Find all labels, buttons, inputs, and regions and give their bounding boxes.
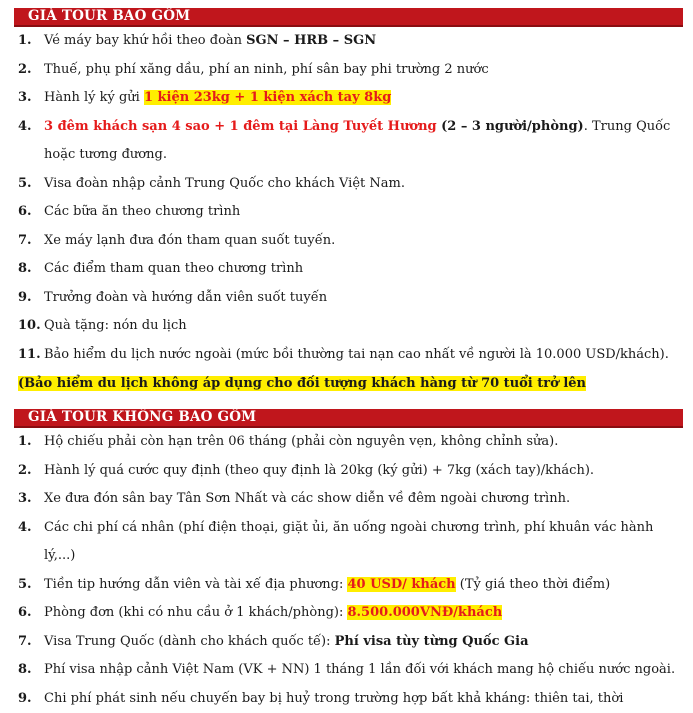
- item-number: 4.: [18, 113, 32, 142]
- highlighted-text: 40 USD/ khách: [347, 577, 455, 592]
- item-number: 7.: [18, 628, 32, 657]
- item-number: 6.: [18, 198, 32, 227]
- list-item: 1. Hộ chiếu phải còn hạn trên 06 tháng (phải còn nguyên vẹn, không chỉnh sửa).: [14, 428, 683, 457]
- list-item: 6. Phòng đơn (khi có nhu cầu ở 1 khách/phòng): 8.500.000VNĐ/khách: [14, 599, 683, 628]
- insurance-note: (Bảo hiểm du lịch không áp dụng cho đối tượng khách hàng từ 70 tuổi trở lên: [14, 369, 683, 399]
- list-item: 9. Trưởng đoàn và hướng dẫn viên suốt tuyến: [14, 284, 683, 313]
- list-item: 7. Xe máy lạnh đưa đón tham quan suốt tuyến.: [14, 227, 683, 256]
- highlighted-text: 8.500.000VNĐ/khách: [347, 605, 502, 620]
- item-number: 9.: [18, 685, 32, 713]
- item-number: 6.: [18, 599, 32, 628]
- highlighted-text: 1 kiện 23kg + 1 kiện xách tay 8kg: [144, 90, 391, 105]
- list-item: 10. Quà tặng: nón du lịch: [14, 312, 683, 341]
- item-number: 10.: [18, 312, 41, 341]
- list-item: 5. Visa đoàn nhập cảnh Trung Quốc cho khách Việt Nam.: [14, 170, 683, 199]
- item-number: 5.: [18, 170, 32, 199]
- item-number: 7.: [18, 227, 32, 256]
- list-item: 9. Chi phí phát sinh nếu chuyến bay bị huỷ trong trường hợp bất khả kháng: thiên tai, thời: [14, 685, 683, 713]
- item-number: 4.: [18, 514, 32, 543]
- list-item: 5. Tiền tip hướng dẫn viên và tài xế địa phương: 40 USD/ khách (Tỷ giá theo thời điểm): [14, 571, 683, 600]
- list-item: 8. Các điểm tham quan theo chương trình: [14, 255, 683, 284]
- list-item: 4. Các chi phí cá nhân (phí điện thoại, giặt ủi, ăn uống ngoài chương trình, phí khuân vác hành lý,...): [14, 514, 683, 571]
- item-number: 2.: [18, 457, 32, 486]
- list-item: 3. Hành lý ký gửi 1 kiện 23kg + 1 kiện xách tay 8kg: [14, 84, 683, 113]
- item-number: 3.: [18, 84, 32, 113]
- included-list: [14, 27, 683, 369]
- item-number: 3.: [18, 485, 32, 514]
- included-section-header: GIÁ TOUR BAO GỒM: [14, 8, 683, 27]
- item-number: 1.: [18, 27, 32, 56]
- item-number: 5.: [18, 571, 32, 600]
- list-item: 1. Vé máy bay khứ hồi theo đoàn SGN – HRB – SGN: [14, 27, 683, 56]
- excluded-list: [14, 428, 683, 713]
- list-item: 4. 3 đêm khách sạn 4 sao + 1 đêm tại Làng Tuyết Hương (2 – 3 người/phòng). Trung Quốc hoặc tương đương.: [14, 113, 683, 170]
- excluded-section-header: GIÁ TOUR KHÔNG BAO GỒM: [14, 409, 683, 428]
- item-number: 11.: [18, 341, 41, 370]
- list-item: 2. Thuế, phụ phí xăng dầu, phí an ninh, phí sân bay phi trường 2 nước: [14, 56, 683, 85]
- list-item: 7. Visa Trung Quốc (dành cho khách quốc tế): Phí visa tùy từng Quốc Gia: [14, 628, 683, 657]
- list-item: 2. Hành lý quá cước quy định (theo quy định là 20kg (ký gửi) + 7kg (xách tay)/khách).: [14, 457, 683, 486]
- item-number: 2.: [18, 56, 32, 85]
- list-item: 11. Bảo hiểm du lịch nước ngoài (mức bồi thường tai nạn cao nhất về người là 10.000 USD/khách).: [14, 341, 683, 370]
- item-number: 9.: [18, 284, 32, 313]
- red-text: 3 đêm khách sạn 4 sao + 1 đêm tại Làng Tuyết Hương: [44, 119, 437, 134]
- item-number: 8.: [18, 255, 32, 284]
- list-item: 6. Các bữa ăn theo chương trình: [14, 198, 683, 227]
- list-item: 3. Xe đưa đón sân bay Tân Sơn Nhất và các show diễn về đêm ngoài chương trình.: [14, 485, 683, 514]
- item-number: 8.: [18, 656, 32, 685]
- item-number: 1.: [18, 428, 32, 457]
- list-item: 8. Phí visa nhập cảnh Việt Nam (VK + NN) 1 tháng 1 lần đối với khách mang hộ chiếu nước ngoài.: [14, 656, 683, 685]
